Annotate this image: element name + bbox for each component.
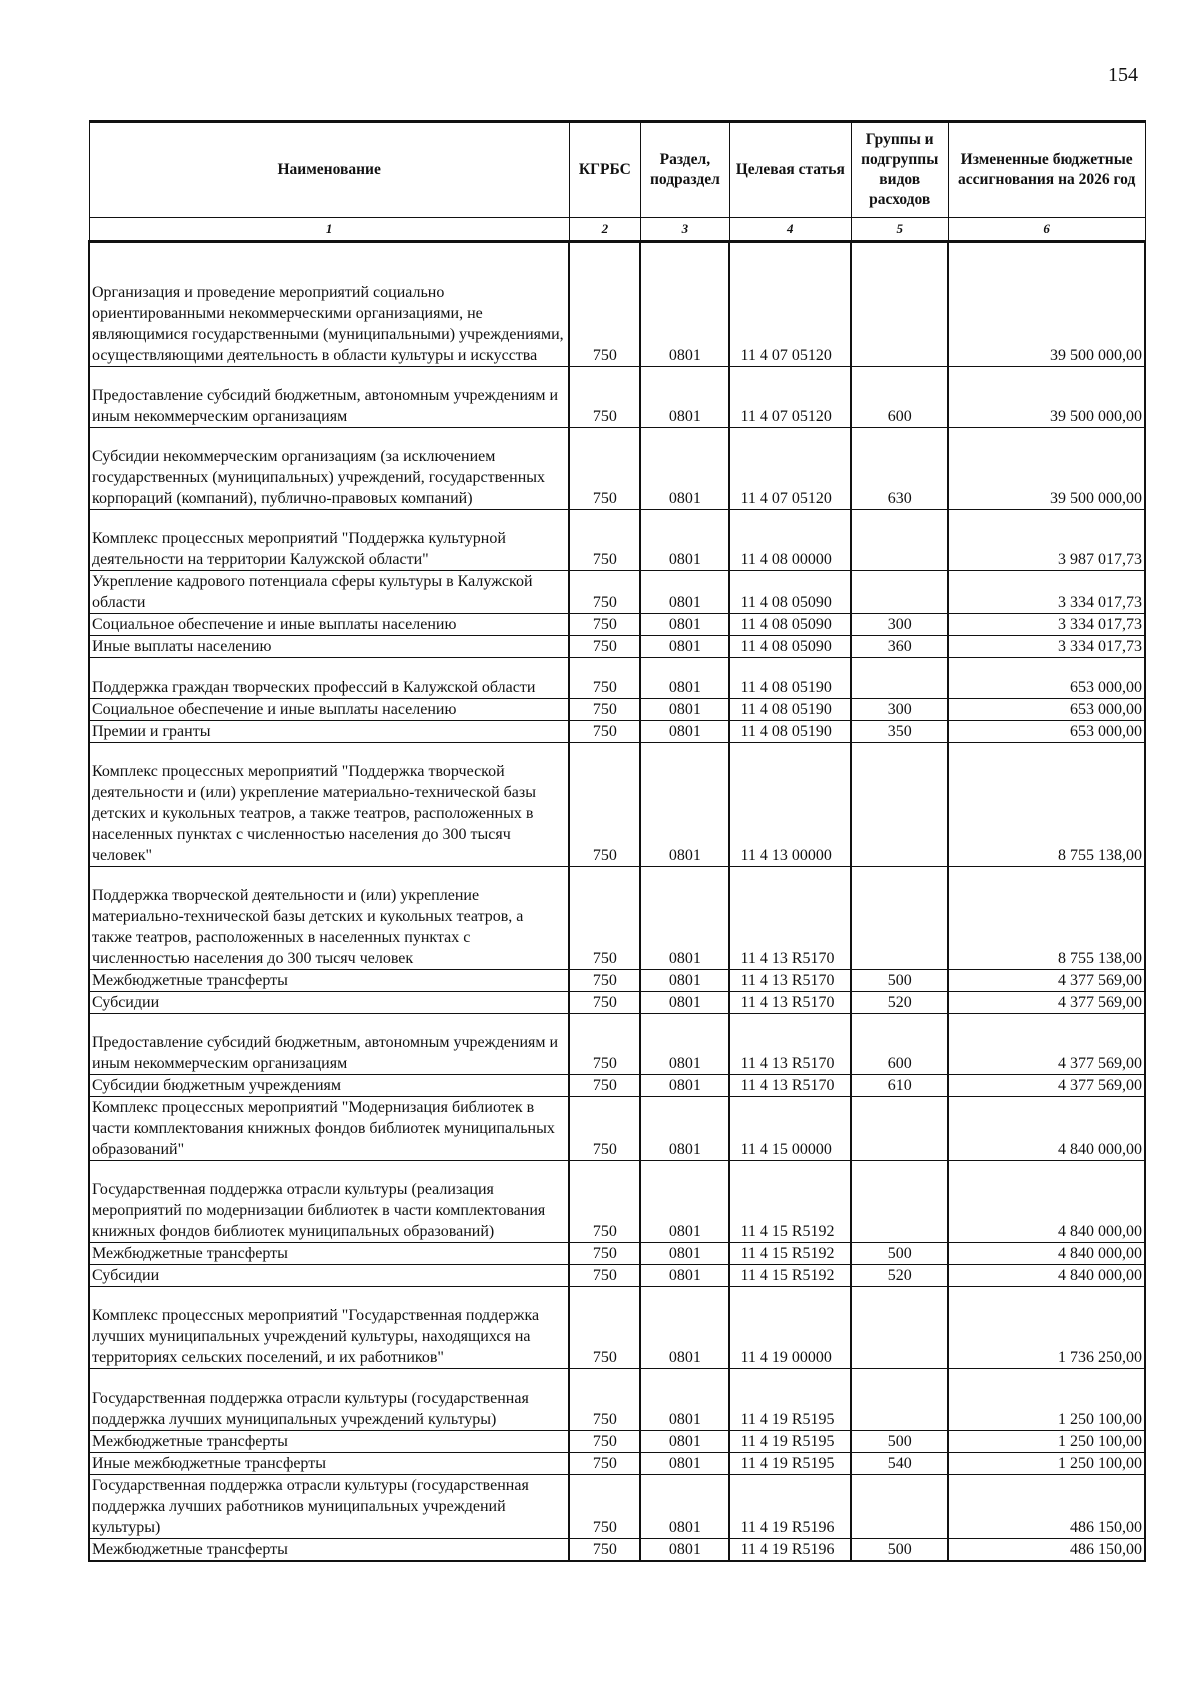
- row-section: 0801: [640, 970, 729, 992]
- table-row: [89, 1243, 1145, 1265]
- row-amount: 39 500 000,00: [948, 242, 1145, 367]
- row-target: 11 4 08 05090: [729, 636, 851, 658]
- row-section: 0801: [640, 1243, 729, 1265]
- row-section: 0801: [640, 428, 729, 510]
- row-target: 11 4 15 00000: [729, 1097, 851, 1161]
- row-amount: 4 840 000,00: [948, 1161, 1145, 1243]
- row-section: 0801: [640, 571, 729, 614]
- table-row: [89, 970, 1145, 992]
- row-section: 0801: [640, 1161, 729, 1243]
- row-kgrbs: 750: [569, 1161, 640, 1243]
- row-amount: 1 250 100,00: [948, 1431, 1145, 1453]
- table-row: [89, 1265, 1145, 1287]
- row-amount: 4 377 569,00: [948, 970, 1145, 992]
- row-kgrbs: 750: [569, 867, 640, 970]
- row-target: 11 4 19 R5195: [729, 1431, 851, 1453]
- row-group: 600: [851, 367, 948, 428]
- row-group: [851, 658, 948, 699]
- row-amount: 4 840 000,00: [948, 1265, 1145, 1287]
- row-name: Комплекс процессных мероприятий "Государственная поддержка лучших муниципальных учреждений культуры, находящихся на территориях сельских поселений, и их работников": [89, 1287, 569, 1369]
- row-name: Поддержка творческой деятельности и (или) укрепление материально-технической базы детских и кукольных театров, а также театров, расположенных в населенных пунктах с численностью населения до 300 тысяч человек: [89, 867, 569, 970]
- row-kgrbs: 750: [569, 510, 640, 571]
- table-row: [89, 992, 1145, 1014]
- row-name: Иные выплаты населению: [89, 636, 569, 658]
- table-row: [89, 721, 1145, 743]
- row-kgrbs: 750: [569, 1475, 640, 1539]
- budget-table: [88, 120, 1146, 1562]
- row-kgrbs: 750: [569, 242, 640, 367]
- row-amount: 3 334 017,73: [948, 571, 1145, 614]
- table-row: [89, 614, 1145, 636]
- row-section: 0801: [640, 1369, 729, 1431]
- row-group: 540: [851, 1453, 948, 1475]
- row-section: 0801: [640, 743, 729, 867]
- row-group: [851, 1287, 948, 1369]
- row-section: 0801: [640, 992, 729, 1014]
- header-target: Целевая статья: [729, 122, 851, 218]
- row-target: 11 4 13 R5170: [729, 1014, 851, 1075]
- row-name: Поддержка граждан творческих профессий в Калужской области: [89, 658, 569, 699]
- row-target: 11 4 13 R5170: [729, 1075, 851, 1097]
- table-row: [89, 1475, 1145, 1539]
- table-row: [89, 658, 1145, 699]
- row-kgrbs: 750: [569, 1431, 640, 1453]
- row-name: Субсидии: [89, 1265, 569, 1287]
- column-number: 4: [729, 218, 851, 242]
- header-kgrbs: КГРБС: [569, 122, 640, 218]
- row-name: Организация и проведение мероприятий социально ориентированными некоммерческими организациями, не являющимися государственными (муниципальными) учреждениями, осуществляющими деятельность в области культуры и искусства: [89, 242, 569, 367]
- row-section: 0801: [640, 1265, 729, 1287]
- table-row: [89, 1453, 1145, 1475]
- row-amount: 1 250 100,00: [948, 1369, 1145, 1431]
- table-row: [89, 1369, 1145, 1431]
- row-amount: 486 150,00: [948, 1475, 1145, 1539]
- header-groups: Группы и подгруппы видов расходов: [851, 122, 948, 218]
- row-group: [851, 510, 948, 571]
- row-amount: 3 987 017,73: [948, 510, 1145, 571]
- row-amount: 4 840 000,00: [948, 1243, 1145, 1265]
- budget-table-container: [88, 120, 1146, 1562]
- row-amount: 653 000,00: [948, 658, 1145, 699]
- row-amount: 39 500 000,00: [948, 367, 1145, 428]
- row-section: 0801: [640, 1014, 729, 1075]
- row-name: Межбюджетные трансферты: [89, 1243, 569, 1265]
- table-row: [89, 1097, 1145, 1161]
- table-row: [89, 242, 1145, 367]
- column-number: 3: [640, 218, 729, 242]
- row-name: Укрепление кадрового потенциала сферы культуры в Калужской области: [89, 571, 569, 614]
- row-target: 11 4 08 05090: [729, 614, 851, 636]
- table-row: [89, 1014, 1145, 1075]
- row-name: Государственная поддержка отрасли культуры (реализация мероприятий по модернизации библиотек в части комплектования книжных фондов библиотек муниципальных образований): [89, 1161, 569, 1243]
- row-kgrbs: 750: [569, 658, 640, 699]
- table-row: [89, 428, 1145, 510]
- table-row: [89, 1287, 1145, 1369]
- row-kgrbs: 750: [569, 992, 640, 1014]
- row-target: 11 4 08 05190: [729, 721, 851, 743]
- row-section: 0801: [640, 510, 729, 571]
- row-kgrbs: 750: [569, 1539, 640, 1562]
- row-name: Субсидии бюджетным учреждениям: [89, 1075, 569, 1097]
- row-target: 11 4 19 R5196: [729, 1475, 851, 1539]
- row-group: [851, 1097, 948, 1161]
- row-section: 0801: [640, 1075, 729, 1097]
- row-amount: 1 736 250,00: [948, 1287, 1145, 1369]
- row-target: 11 4 08 05090: [729, 571, 851, 614]
- row-group: 610: [851, 1075, 948, 1097]
- row-group: 500: [851, 1431, 948, 1453]
- row-target: 11 4 07 05120: [729, 428, 851, 510]
- row-target: 11 4 19 R5195: [729, 1369, 851, 1431]
- row-section: 0801: [640, 867, 729, 970]
- column-number: 6: [948, 218, 1145, 242]
- row-name: Межбюджетные трансферты: [89, 970, 569, 992]
- header-name: Наименование: [89, 122, 569, 218]
- table-row: [89, 510, 1145, 571]
- row-group: 300: [851, 614, 948, 636]
- row-kgrbs: 750: [569, 699, 640, 721]
- row-group: 300: [851, 699, 948, 721]
- row-amount: 39 500 000,00: [948, 428, 1145, 510]
- table-body: [89, 242, 1145, 1562]
- row-name: Предоставление субсидий бюджетным, автономным учреждениям и иным некоммерческим организациям: [89, 367, 569, 428]
- row-group: 630: [851, 428, 948, 510]
- row-amount: 653 000,00: [948, 699, 1145, 721]
- row-name: Предоставление субсидий бюджетным, автономным учреждениям и иным некоммерческим организациям: [89, 1014, 569, 1075]
- row-group: 360: [851, 636, 948, 658]
- row-group: 350: [851, 721, 948, 743]
- table-header: [89, 122, 1145, 242]
- row-group: 600: [851, 1014, 948, 1075]
- row-target: 11 4 15 R5192: [729, 1161, 851, 1243]
- table-row: [89, 1539, 1145, 1562]
- row-target: 11 4 13 R5170: [729, 992, 851, 1014]
- row-kgrbs: 750: [569, 428, 640, 510]
- row-name: Иные межбюджетные трансферты: [89, 1453, 569, 1475]
- row-group: 520: [851, 992, 948, 1014]
- row-target: 11 4 19 R5196: [729, 1539, 851, 1562]
- row-name: Комплекс процессных мероприятий "Поддержка культурной деятельности на территории Калужской области": [89, 510, 569, 571]
- row-target: 11 4 15 R5192: [729, 1243, 851, 1265]
- row-name: Государственная поддержка отрасли культуры (государственная поддержка лучших работников муниципальных учреждений культуры): [89, 1475, 569, 1539]
- row-group: 500: [851, 1539, 948, 1562]
- row-target: 11 4 08 00000: [729, 510, 851, 571]
- row-target: 11 4 19 R5195: [729, 1453, 851, 1475]
- row-group: 500: [851, 970, 948, 992]
- row-name: Межбюджетные трансферты: [89, 1539, 569, 1562]
- row-target: 11 4 08 05190: [729, 658, 851, 699]
- row-group: [851, 867, 948, 970]
- row-group: [851, 1369, 948, 1431]
- row-target: 11 4 15 R5192: [729, 1265, 851, 1287]
- row-kgrbs: 750: [569, 1014, 640, 1075]
- row-kgrbs: 750: [569, 743, 640, 867]
- row-kgrbs: 750: [569, 721, 640, 743]
- row-section: 0801: [640, 242, 729, 367]
- row-section: 0801: [640, 367, 729, 428]
- row-group: 500: [851, 1243, 948, 1265]
- row-section: 0801: [640, 658, 729, 699]
- table-row: [89, 367, 1145, 428]
- row-amount: 3 334 017,73: [948, 614, 1145, 636]
- row-kgrbs: 750: [569, 614, 640, 636]
- header-amount: Измененные бюджетные ассигнования на 2026 год: [948, 122, 1145, 218]
- row-target: 11 4 08 05190: [729, 699, 851, 721]
- row-amount: 4 377 569,00: [948, 992, 1145, 1014]
- table-row: [89, 636, 1145, 658]
- row-kgrbs: 750: [569, 970, 640, 992]
- table-row: [89, 743, 1145, 867]
- row-amount: 3 334 017,73: [948, 636, 1145, 658]
- row-kgrbs: 750: [569, 1287, 640, 1369]
- row-name: Комплекс процессных мероприятий "Поддержка творческой деятельности и (или) укрепление материально-технической базы детских и кукольных театров, а также театров, расположенных в населенных пунктах с численностью населения до 300 тысяч человек": [89, 743, 569, 867]
- row-name: Государственная поддержка отрасли культуры (государственная поддержка лучших муниципальных учреждений культуры): [89, 1369, 569, 1431]
- row-kgrbs: 750: [569, 367, 640, 428]
- row-target: 11 4 07 05120: [729, 367, 851, 428]
- row-section: 0801: [640, 1539, 729, 1562]
- row-target: 11 4 13 R5170: [729, 867, 851, 970]
- row-section: 0801: [640, 614, 729, 636]
- row-group: [851, 1161, 948, 1243]
- row-kgrbs: 750: [569, 571, 640, 614]
- row-kgrbs: 750: [569, 1097, 640, 1161]
- row-name: Комплекс процессных мероприятий "Модернизация библиотек в части комплектования книжных фондов библиотек муниципальных образований": [89, 1097, 569, 1161]
- row-section: 0801: [640, 1097, 729, 1161]
- row-kgrbs: 750: [569, 636, 640, 658]
- table-row: [89, 1075, 1145, 1097]
- row-name: Премии и гранты: [89, 721, 569, 743]
- row-group: [851, 571, 948, 614]
- row-amount: 4 377 569,00: [948, 1014, 1145, 1075]
- table-row: [89, 1431, 1145, 1453]
- row-kgrbs: 750: [569, 1369, 640, 1431]
- table-row: [89, 867, 1145, 970]
- row-amount: 8 755 138,00: [948, 743, 1145, 867]
- row-name: Социальное обеспечение и иные выплаты населению: [89, 614, 569, 636]
- row-name: Социальное обеспечение и иные выплаты населению: [89, 699, 569, 721]
- row-group: 520: [851, 1265, 948, 1287]
- row-target: 11 4 19 00000: [729, 1287, 851, 1369]
- row-amount: 8 755 138,00: [948, 867, 1145, 970]
- row-amount: 1 250 100,00: [948, 1453, 1145, 1475]
- row-target: 11 4 07 05120: [729, 242, 851, 367]
- row-target: 11 4 13 00000: [729, 743, 851, 867]
- column-number: 5: [851, 218, 948, 242]
- row-group: [851, 242, 948, 367]
- row-group: [851, 1475, 948, 1539]
- row-name: Межбюджетные трансферты: [89, 1431, 569, 1453]
- row-section: 0801: [640, 1431, 729, 1453]
- row-group: [851, 743, 948, 867]
- row-section: 0801: [640, 699, 729, 721]
- row-kgrbs: 750: [569, 1075, 640, 1097]
- page-number: 154: [1108, 64, 1138, 86]
- row-target: 11 4 13 R5170: [729, 970, 851, 992]
- row-amount: 4 840 000,00: [948, 1097, 1145, 1161]
- column-number: 2: [569, 218, 640, 242]
- row-kgrbs: 750: [569, 1453, 640, 1475]
- table-row: [89, 571, 1145, 614]
- table-row: [89, 1161, 1145, 1243]
- row-section: 0801: [640, 1453, 729, 1475]
- row-name: Субсидии: [89, 992, 569, 1014]
- row-section: 0801: [640, 1287, 729, 1369]
- row-amount: 653 000,00: [948, 721, 1145, 743]
- row-name: Субсидии некоммерческим организациям (за исключением государственных (муниципальных) учреждений, государственных корпораций (компаний), публично-правовых компаний): [89, 428, 569, 510]
- row-kgrbs: 750: [569, 1243, 640, 1265]
- row-amount: 486 150,00: [948, 1539, 1145, 1562]
- row-section: 0801: [640, 1475, 729, 1539]
- table-row: [89, 699, 1145, 721]
- row-section: 0801: [640, 721, 729, 743]
- row-amount: 4 377 569,00: [948, 1075, 1145, 1097]
- header-section: Раздел, подраздел: [640, 122, 729, 218]
- column-number: 1: [89, 218, 569, 242]
- row-section: 0801: [640, 636, 729, 658]
- row-kgrbs: 750: [569, 1265, 640, 1287]
